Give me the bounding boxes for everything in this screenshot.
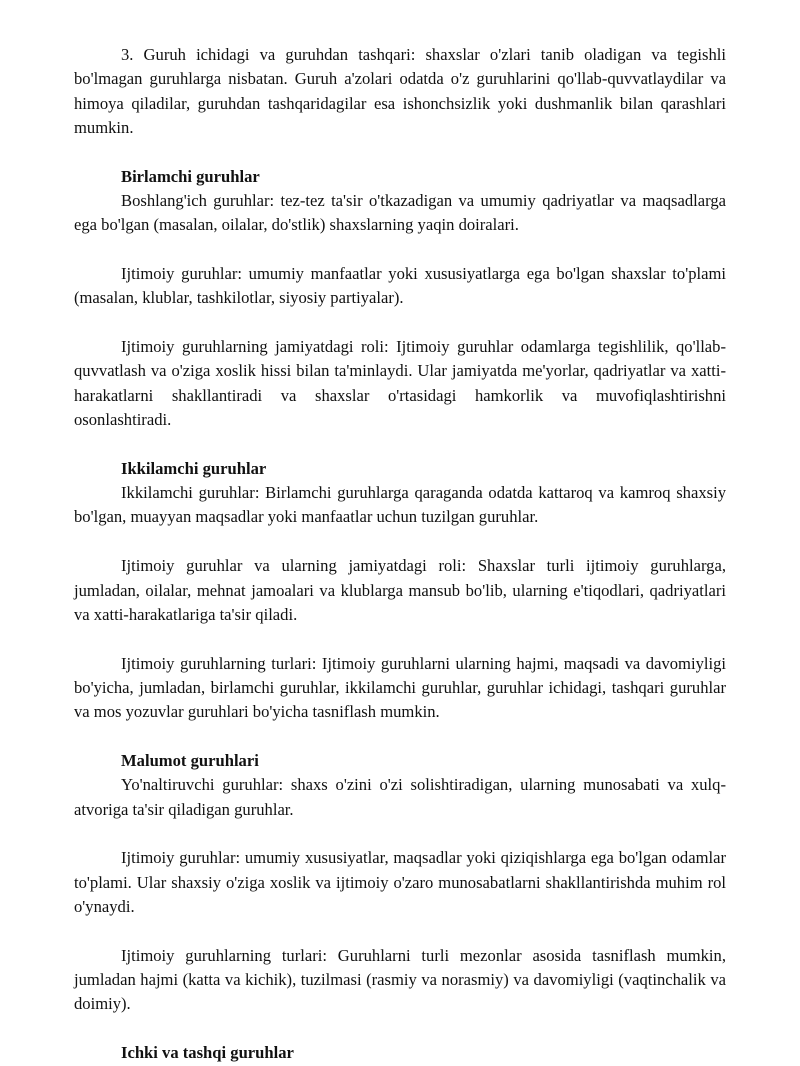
paragraph-group-types: Ijtimoiy guruhlarning turlari: Ijtimoiy guruhlarni ularning hajmi, maqsadi va davomiyligi bo'yicha, jumladan, birlamchi guruhlar, ikkilamchi guruhlar, guruhlar ichidagi, tashqari guruhlar va mos yozuvlar guruhlari bo'yicha tasniflash mumkin. [74,653,726,722]
paragraph-social-groups: Ijtimoiy guruhlar: umumiy manfaatlar yoki xususiyatlarga ega bo'lgan shaxslar to'plami (masalan, klublar, tashkilotlar, siyosiy partiyalar). [74,264,726,308]
paragraph-group-types-2: Ijtimoiy guruhlarning turlari: Guruhlarni turli mezonlar asosida tasniflash mumkin, jumladan hajmi (katta va kichik), tuzilmasi (rasmiy va norasmiy) va davomiyligi (vaqtinchalik va doimiy). [74,945,726,1014]
paragraph-social-groups-2: Ijtimoiy guruhlar: umumiy xususiyatlar, maqsadlar yoki qiziqishlarga ega bo'lgan odamlar to'plami. Ular shaxsiy o'ziga xoslik va ijtimoiy o'zaro munosabatlarni shakllantirishda muhim rol o'ynaydi. [74,848,726,917]
heading-secondary-groups: Ikkilamchi guruhlar [121,458,267,478]
paragraph-reference-groups: Yo'naltiruvchi guruhlar: shaxs o'zini o'zi solishtiradigan, ularning munosabati va xulq-atvoriga ta'sir qiladigan guruhlar. [74,775,726,819]
paragraph-initial-groups: Boshlang'ich guruhlar: tez-tez ta'sir o'tkazadigan va umumiy qadriyatlar va maqsadlarga ega bo'lgan (masalan, oilalar, do'stlik) shaxslarning yaqin doiralari. [74,190,726,235]
paragraph-role-in-society: Ijtimoiy guruhlarning jamiyatdagi roli: Ijtimoiy guruhlar odamlarga tegishlilik, qo'llab-quvvatlash va o'ziga xoslik hissi bilan ta'minlaydi. Ular jamiyatda me'yorlar, qadriyatlar va xatti-harakatlarni shakllantiradi va shaxslar o'rtasidagi hamkorlik va muvofiqlashtirishni osonlashtiradi. [74,337,726,430]
heading-reference-groups: Malumot guruhlari [121,751,259,771]
paragraph-groups-and-role: Ijtimoiy guruhlar va ularning jamiyatdagi roli: Shaxslar turli ijtimoiy guruhlarga, jumladan, oilalar, mehnat jamoalari va klublarga mansub bo'lib, ularning e'tiqodlari, qadriyatlari va xatti-harakatlariga ta'sir qiladi. [74,556,726,624]
paragraph-in-out-groups: 3. Guruh ichidagi va guruhdan tashqari: shaxslar o'zlari tanib oladigan va tegishli bo'lmagan guruhlarga nisbatan. Guruh a'zolari odatda o'z guruhlarini qo'llab-quvvatlaydilar va himoya qiladilar, guruhdan tashqaridagilar esa ishonchsizlik yoki dushmanlik bilan qarashlari mumkin. [74,45,726,137]
paragraph-secondary-groups: Ikkilamchi guruhlar: Birlamchi guruhlarga qaraganda odatda kattaroq va kamroq shaxsiy bo'lgan, muayyan maqsadlar yoki manfaatlar uchun tuzilgan guruhlar. [74,483,726,527]
heading-in-out-groups: Ichki va tashqi guruhlar [121,1043,294,1063]
heading-primary-groups: Birlamchi guruhlar [121,166,260,186]
